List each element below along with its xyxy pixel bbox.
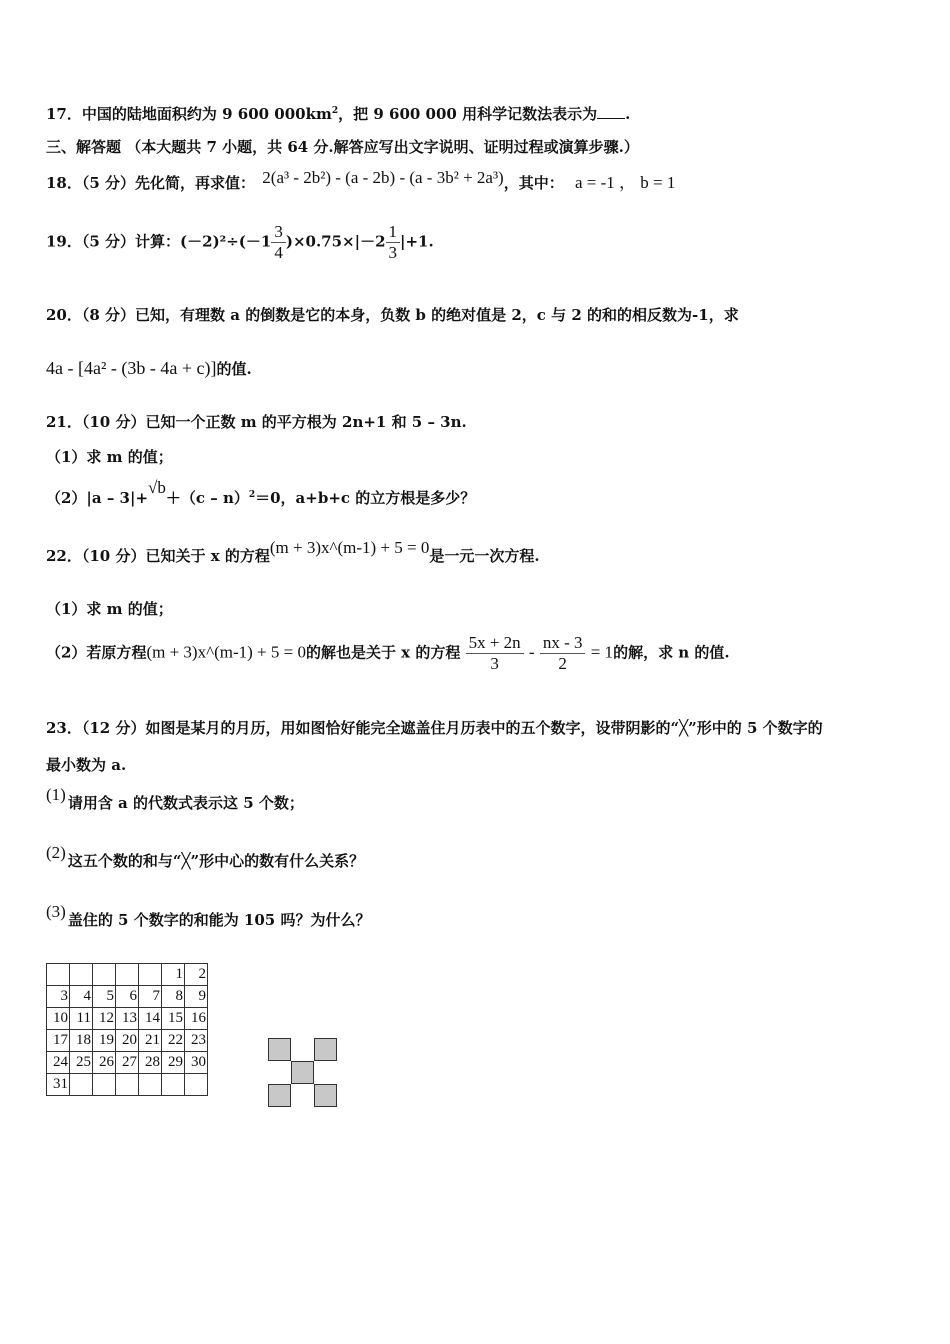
question-20-expression — [46, 358, 252, 379]
calendar-row — [47, 1074, 208, 1096]
question-21: 21．（10 分）已知一个正数 m 的平方根为 2n+1 和 5 – 3n. — [46, 413, 467, 431]
calendar-cell — [93, 964, 116, 986]
calendar-cell — [70, 964, 93, 986]
calendar-row — [47, 1030, 208, 1052]
q22-part2-a: （2）若原方程 — [46, 643, 147, 662]
calendar-cell: 3 — [47, 986, 70, 1008]
q17-superscript: 2 — [331, 106, 339, 116]
question-19 — [46, 222, 434, 263]
calendar-cell — [47, 964, 70, 986]
calendar-cell — [139, 964, 162, 986]
x-shape-cell — [268, 1084, 291, 1107]
calendar-cell: 19 — [93, 1030, 116, 1052]
question-21-part-2 — [46, 478, 476, 508]
calendar-cell — [139, 1074, 162, 1096]
calendar-cell: 1 — [162, 964, 185, 986]
q18-mid: ，其中： — [503, 174, 564, 192]
q23-part1-text: 请用含 a 的代数式表示这 5 个数； — [67, 794, 304, 812]
q19-mid: )×0.75×|－2 — [285, 232, 386, 251]
q21-superscript: 2 — [248, 490, 256, 500]
q22-fraction-2: $\frac{nx - 3}{2}$ — [540, 633, 586, 674]
section-header: 三、解答题 （本大题共 7 小题，共 64 分.解答应写出文字说明、证明过程或演算步骤.） — [46, 138, 639, 156]
q20-tail: 的值. — [216, 360, 252, 378]
calendar-cell — [116, 964, 139, 986]
calendar-cell: 30 — [185, 1052, 208, 1074]
question-23-part-2 — [46, 843, 365, 871]
calendar-cell — [162, 1074, 185, 1096]
q22-equation: (m + 3)x^(m-1) + 5 = 0 — [269, 538, 430, 557]
question-17 — [46, 103, 630, 124]
q18-values: a = -1 ， b = 1 — [574, 173, 676, 192]
answer-blank — [597, 104, 625, 119]
calendar-cell: 7 — [139, 986, 162, 1008]
calendar-cell: 4 — [70, 986, 93, 1008]
q19-fraction-1: $\frac{3}{4}$ — [271, 222, 286, 263]
calendar-cell: 25 — [70, 1052, 93, 1074]
q22-equals: = 1 — [590, 642, 614, 662]
calendar-cell: 5 — [93, 986, 116, 1008]
q22-minus: - — [528, 642, 535, 662]
calendar-cell: 21 — [139, 1030, 162, 1052]
calendar-row — [47, 1052, 208, 1074]
question-23-line-2: 最小数为 a. — [46, 756, 127, 774]
x-shape-cell — [268, 1038, 291, 1061]
q22-part2-c: 的解，求 n 的值. — [613, 643, 730, 662]
question-23-part-3 — [46, 902, 371, 930]
part-number: (2) — [46, 843, 66, 862]
question-20: 20．（8 分）已知，有理数 a 的倒数是它的本身，负数 b 的绝对值是 2，c 与 2 的和的相反数为-1，求 — [46, 306, 739, 324]
q18-expression: 2(a³ - 2b²) - (a - 2b) - (a - 3b² + 2a³) — [262, 168, 504, 187]
calendar-cell: 27 — [116, 1052, 139, 1074]
x-shape-cell — [314, 1038, 337, 1061]
calendar-cell: 12 — [93, 1008, 116, 1030]
q19-label: 19．（5 分）计算：(－2)²÷(－1 — [46, 232, 272, 251]
calendar-cell: 9 — [185, 986, 208, 1008]
part-number: (3) — [46, 902, 66, 921]
calendar-cell: 8 — [162, 986, 185, 1008]
calendar-cell: 28 — [139, 1052, 162, 1074]
calendar-cell: 10 — [47, 1008, 70, 1030]
calendar-row — [47, 986, 208, 1008]
calendar-cell: 16 — [185, 1008, 208, 1030]
q22-tail: 是一元一次方程. — [429, 547, 540, 565]
calendar-cell: 18 — [70, 1030, 93, 1052]
q23-part2-text: 这五个数的和与“╳”形中心的数有什么关系？ — [67, 852, 365, 870]
q17-tail: . — [625, 105, 631, 123]
question-22-part-2 — [46, 633, 730, 674]
q22-label: 22．（10 分）已知关于 x 的方程 — [46, 547, 270, 565]
q21-part2-b: ＋（c – n） — [165, 489, 249, 507]
q22-part2-b: 的解也是关于 x 的方程 — [305, 643, 461, 662]
q21-part2-c: ＝0，a+b+c 的立方根是多少？ — [255, 489, 476, 507]
part-number: (1) — [46, 785, 66, 804]
question-21-part-1: （1）求 m 的值； — [46, 448, 173, 466]
q17-text: 17．中国的陆地面积约为 9 600 000km — [46, 105, 332, 123]
calendar-cell: 20 — [116, 1030, 139, 1052]
x-shape-cell — [291, 1061, 314, 1084]
q22-part2-equation: (m + 3)x^(m-1) + 5 = 0 — [146, 642, 306, 662]
calendar-cell — [185, 1074, 208, 1096]
calendar-cell: 17 — [47, 1030, 70, 1052]
calendar-cell: 23 — [185, 1030, 208, 1052]
calendar-cell: 31 — [47, 1074, 70, 1096]
q22-fraction-1: $\frac{5x + 2n}{3}$ — [466, 633, 524, 674]
calendar-row — [47, 964, 208, 986]
q23-part3-text: 盖住的 5 个数字的和能为 105 吗？为什么？ — [67, 911, 371, 929]
q20-expression: 4a - [4a² - (3b - 4a + c)] — [46, 358, 217, 378]
calendar-cell — [93, 1074, 116, 1096]
question-18 — [46, 168, 675, 193]
q17-text-b: ，把 9 600 000 用科学记数法表示为 — [338, 105, 598, 123]
calendar-cell — [70, 1074, 93, 1096]
q19-tail: |+1. — [400, 232, 434, 251]
x-shape-cell — [314, 1084, 337, 1107]
calendar-cell: 24 — [47, 1052, 70, 1074]
sqrt-b: √b — [148, 478, 166, 497]
calendar-cell — [116, 1074, 139, 1096]
calendar-cell: 22 — [162, 1030, 185, 1052]
calendar-row — [47, 1008, 208, 1030]
question-22 — [46, 538, 540, 566]
calendar-cell: 13 — [116, 1008, 139, 1030]
calendar-cell: 14 — [139, 1008, 162, 1030]
calendar-cell: 15 — [162, 1008, 185, 1030]
calendar-cell: 26 — [93, 1052, 116, 1074]
calendar-table — [46, 963, 208, 1096]
q18-label: 18．（5 分）先化简，再求值： — [46, 174, 256, 192]
x-shape-cover — [268, 1038, 338, 1108]
calendar-cell: 2 — [185, 964, 208, 986]
calendar-cell: 11 — [70, 1008, 93, 1030]
q19-fraction-2: $\frac{1}{3}$ — [386, 222, 401, 263]
calendar-cell: 29 — [162, 1052, 185, 1074]
calendar-cell: 6 — [116, 986, 139, 1008]
question-23: 23．（12 分）如图是某月的月历，用如图恰好能完全遮盖住月历表中的五个数字，设带阴影的“╳”形中的 5 个数字的 — [46, 719, 823, 737]
q21-part2-a: （2）|a – 3|+ — [46, 489, 149, 507]
question-22-part-1: （1）求 m 的值； — [46, 600, 173, 618]
question-23-part-1 — [46, 785, 304, 813]
